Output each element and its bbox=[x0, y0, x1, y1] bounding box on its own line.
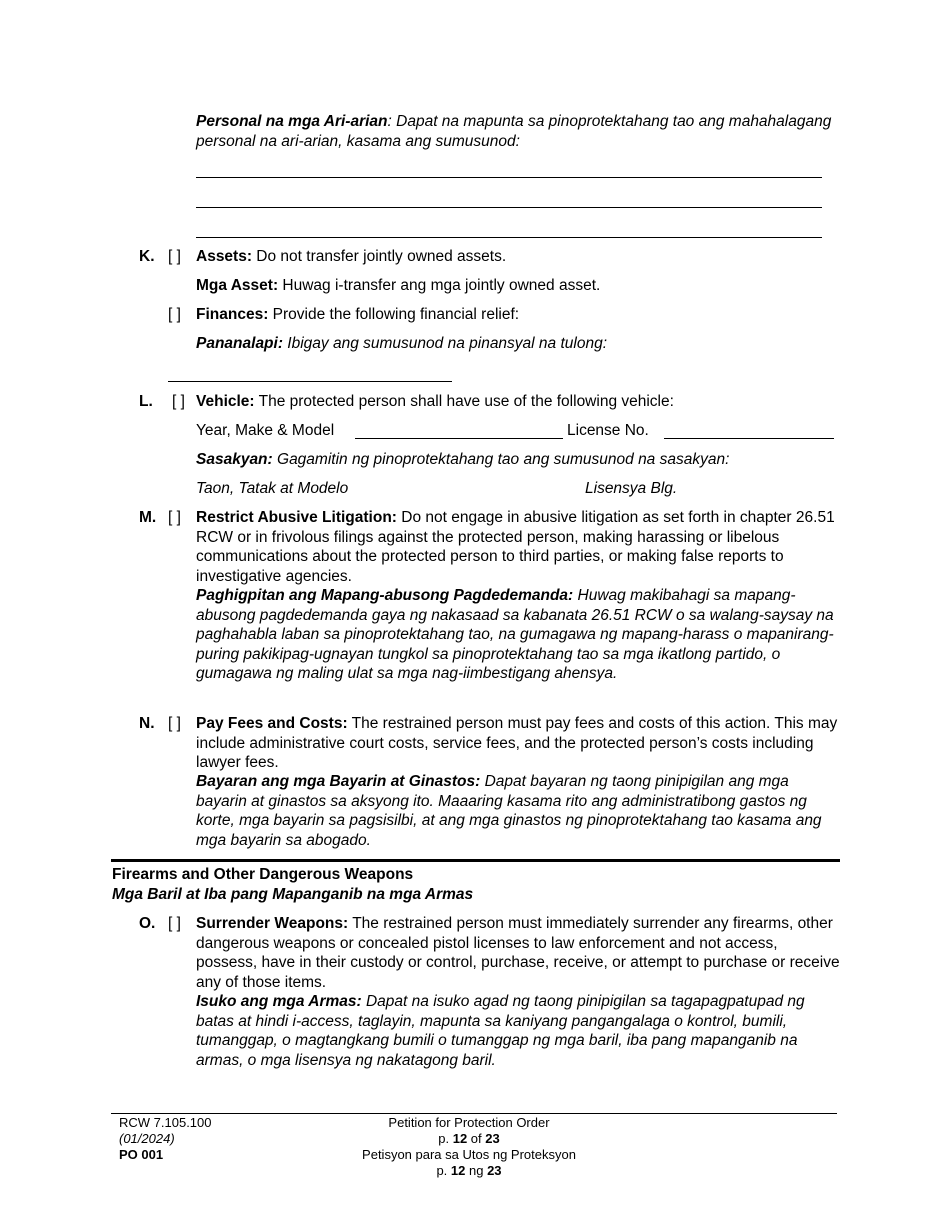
footer-page-number-tl: 12 bbox=[450, 1163, 466, 1178]
restrict-litigation-checkbox[interactable]: [ ] bbox=[168, 509, 181, 526]
lisensya-label: Lisensya Blg. bbox=[585, 480, 678, 497]
pay-fees-paragraph bbox=[196, 714, 841, 773]
pay-fees-title: Pay Fees and Costs: bbox=[196, 715, 348, 732]
footer-date: (01/2024) bbox=[119, 1131, 175, 1146]
footer-page-en-of: of bbox=[467, 1131, 486, 1146]
personal-property-line-1[interactable] bbox=[196, 177, 822, 178]
finances-checkbox[interactable]: [ ] bbox=[168, 306, 181, 323]
finances-text: Provide the following financial relief: bbox=[268, 306, 520, 323]
finances-blank-line[interactable] bbox=[168, 381, 452, 382]
assets-text: Do not transfer jointly owned assets. bbox=[252, 248, 507, 265]
year-make-model-field[interactable] bbox=[355, 438, 563, 439]
personal-property-title: Personal na mga Ari-arian bbox=[196, 113, 388, 130]
footer-page-total-tl: 23 bbox=[487, 1163, 502, 1178]
firearms-heading-tl: Mga Baril at Iba pang Mapanganib na mga Armas bbox=[112, 886, 474, 903]
section-l-letter: L. bbox=[139, 393, 153, 410]
pananalapi-text: Ibigay ang sumusunod na pinansyal na tulong: bbox=[283, 335, 608, 352]
personal-property-text: : Dapat na mapunta sa pinoprotektahang tao ang mahahalagang personal na ari-arian, kasama ang sumusunod: bbox=[196, 113, 832, 150]
section-m-letter: M. bbox=[139, 509, 157, 526]
paghigpitan-text: Huwag makibahagi sa mapang-abusong pagdedemanda gaya ng nakasaad sa kabanata 26.51 RCW o sa walang-saysay na paghahabla laban sa pinoprotektahang tao, na gumagawa ng mapang-harass o mapanirang-puring pakikipag-ugnayan tungkol sa pinoprotektahang tao sa mga ikatlong partido, o gumagawa ng maling ulat sa mga nag-iimbestigang ahensya. bbox=[196, 587, 834, 682]
footer-page-number-en: 12 bbox=[452, 1131, 468, 1146]
sasakyan-line bbox=[196, 450, 841, 470]
mga-asset-line bbox=[196, 276, 841, 296]
section-k-letter: K. bbox=[139, 248, 155, 265]
footer-page-en bbox=[319, 1131, 619, 1147]
restrict-litigation-text: Do not engage in abusive litigation as set forth in chapter 26.51 RCW or in frivolous filings against the protected person, making harassing or libelous communications about the protected person to third parties, or making false reports to investigative agencies. bbox=[196, 509, 835, 585]
mga-asset-text: Huwag i-transfer ang mga jointly owned asset. bbox=[278, 277, 601, 294]
vehicle-checkbox[interactable]: [ ] bbox=[172, 393, 185, 410]
footer-title-en: Petition for Protection Order bbox=[388, 1115, 550, 1130]
sasakyan-text: Gagamitin ng pinoprotektahang tao ang sumusunod na sasakyan: bbox=[272, 451, 730, 468]
bayaran-title: Bayaran ang mga Bayarin at Ginastos: bbox=[196, 773, 481, 790]
sasakyan-title: Sasakyan: bbox=[196, 451, 273, 468]
surrender-weapons-paragraph bbox=[196, 914, 841, 992]
section-divider bbox=[111, 859, 840, 862]
isuko-title: Isuko ang mga Armas: bbox=[196, 993, 362, 1010]
personal-property-line-2[interactable] bbox=[196, 207, 822, 208]
personal-property-line-3[interactable] bbox=[196, 237, 822, 238]
footer-page-tl-prefix: p. bbox=[436, 1163, 451, 1178]
footer-page-tl bbox=[319, 1163, 619, 1179]
restrict-litigation-title: Restrict Abusive Litigation: bbox=[196, 509, 397, 526]
isuko-text: Dapat na isuko agad ng taong pinipigilan sa tagapagpatupad ng batas at hindi i-access, taglayin, mapunta sa kaniyang pangangalaga o kontrol, bumili, tumanggap, o magtangkang bumili o tumanggap ng mga baril, iba pang mapanganib na armas, o mga lisensya ng nakatagong baril. bbox=[196, 993, 805, 1069]
isuko-paragraph bbox=[196, 992, 841, 1070]
restrict-litigation-paragraph bbox=[196, 508, 841, 586]
footer-page-tl-of: ng bbox=[465, 1163, 488, 1178]
footer-rule bbox=[111, 1113, 837, 1114]
assets-title: Assets: bbox=[196, 248, 252, 265]
firearms-heading: Firearms and Other Dangerous Weapons bbox=[112, 866, 414, 883]
year-make-model-label: Year, Make & Model bbox=[196, 422, 335, 439]
footer-page-en-prefix: p. bbox=[438, 1131, 453, 1146]
personal-property-paragraph bbox=[196, 112, 841, 151]
bayaran-text: Dapat bayaran ng taong pinipigilan ang mga bayarin at ginastos sa aksyong ito. Maaaring kasama rito ang administratibong gastos ng korte, mga bayarin sa pagsisilbi, at ang mga ginastos ng pinoprotektahang tao kasama ang mga bayarin sa abogado. bbox=[196, 773, 822, 849]
mga-asset-title: Mga Asset: bbox=[196, 277, 279, 294]
pay-fees-text: The restrained person must pay fees and costs of this action. This may include administrative court costs, service fees, and the protected person’s costs including lawyer fees. bbox=[196, 715, 838, 771]
license-no-field[interactable] bbox=[664, 438, 834, 439]
surrender-weapons-title: Surrender Weapons: bbox=[196, 915, 349, 932]
finances-title: Finances: bbox=[196, 306, 269, 323]
pananalapi-title: Pananalapi: bbox=[196, 335, 283, 352]
paghigpitan-title: Paghigpitan ang Mapang-abusong Pagdedemanda: bbox=[196, 587, 574, 604]
section-n-letter: N. bbox=[139, 715, 155, 732]
surrender-weapons-text: The restrained person must immediately surrender any firearms, other dangerous weapons or concealed pistol licenses to law enforcement and not access, possess, have in their custody or control, purchase, receive, or attempt to purchase or receive any of those items. bbox=[196, 915, 840, 991]
assets-checkbox[interactable]: [ ] bbox=[168, 248, 181, 265]
footer-title-tl: Petisyon para sa Utos ng Proteksyon bbox=[362, 1147, 576, 1162]
surrender-weapons-checkbox[interactable]: [ ] bbox=[168, 915, 181, 932]
assets-line bbox=[196, 247, 841, 267]
taon-label: Taon, Tatak at Modelo bbox=[196, 480, 349, 497]
bayaran-paragraph bbox=[196, 772, 841, 850]
footer-rcw: RCW 7.105.100 bbox=[119, 1115, 212, 1130]
finances-line bbox=[196, 305, 841, 325]
vehicle-text: The protected person shall have use of the following vehicle: bbox=[254, 393, 674, 410]
license-no-label: License No. bbox=[567, 422, 649, 439]
pananalapi-line bbox=[196, 334, 841, 354]
paghigpitan-paragraph bbox=[196, 586, 841, 684]
vehicle-title: Vehicle: bbox=[196, 393, 255, 410]
footer-page-total-en: 23 bbox=[485, 1131, 500, 1146]
pay-fees-checkbox[interactable]: [ ] bbox=[168, 715, 181, 732]
section-o-letter: O. bbox=[139, 915, 156, 932]
footer-form-number: PO 001 bbox=[119, 1147, 164, 1162]
vehicle-line bbox=[196, 392, 841, 412]
